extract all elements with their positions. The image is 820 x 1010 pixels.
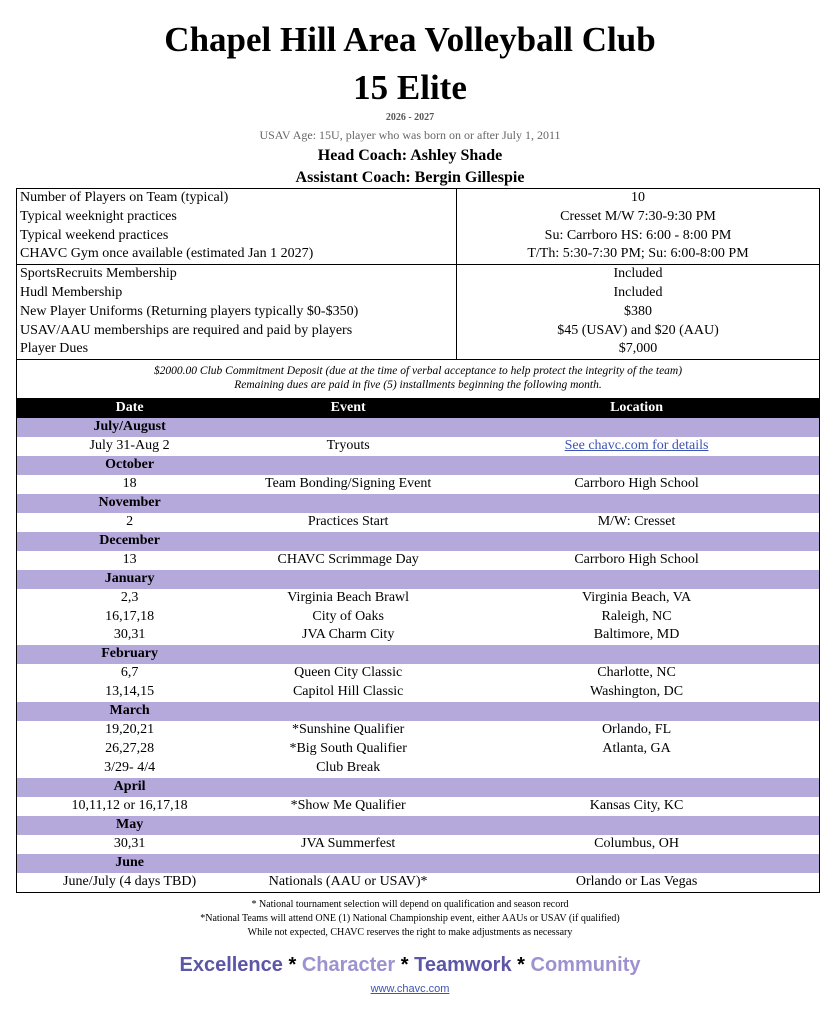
event-name: CHAVC Scrimmage Day xyxy=(277,551,419,567)
event-name: Team Bonding/Signing Event xyxy=(265,475,432,491)
event-location: Kansas City, KC xyxy=(589,798,684,814)
month-band-cell xyxy=(454,816,819,835)
info-row xyxy=(17,303,820,322)
info-value: Included xyxy=(457,284,820,303)
event-row xyxy=(17,626,820,645)
column-header-event: Event xyxy=(242,398,454,418)
event-row xyxy=(17,835,820,854)
event-row xyxy=(17,797,820,816)
month-band-cell xyxy=(454,532,819,551)
month-band-cell xyxy=(454,645,819,664)
event-date: July 31-Aug 2 xyxy=(89,437,170,453)
head-coach: Head Coach: Ashley Shade xyxy=(317,147,503,164)
info-value: $380 xyxy=(457,303,820,322)
event-location xyxy=(454,759,819,778)
month-row xyxy=(17,494,820,513)
info-row xyxy=(17,227,820,246)
event-date: 26,27,28 xyxy=(105,741,155,757)
event-date: 13,14,15 xyxy=(105,684,155,700)
event-date: 30,31 xyxy=(113,627,146,643)
month-row xyxy=(17,532,820,551)
column-header-location: Location xyxy=(454,398,819,418)
info-label: USAV/AAU memberships are required and paid by players xyxy=(17,322,457,341)
month-name: July/August xyxy=(17,418,243,437)
month-band-cell xyxy=(242,645,454,664)
event-row xyxy=(17,873,820,892)
event-name: Nationals (AAU or USAV)* xyxy=(268,873,428,889)
month-band-cell xyxy=(454,494,819,513)
month-band-cell xyxy=(242,854,454,873)
month-band-cell xyxy=(242,456,454,475)
month-band-cell xyxy=(454,854,819,873)
event-name: *Big South Qualifier xyxy=(289,741,407,757)
motto-community: Community xyxy=(530,954,641,976)
month-band-cell xyxy=(242,532,454,551)
month-band-cell xyxy=(454,456,819,475)
month-name: June xyxy=(17,854,243,873)
event-location: Carrboro High School xyxy=(574,475,699,491)
motto-character: Character xyxy=(301,954,396,976)
event-name: Tryouts xyxy=(326,437,370,453)
info-row xyxy=(17,189,820,208)
month-row xyxy=(17,570,820,589)
club-name: Chapel Hill Area Volleyball Club xyxy=(164,20,656,59)
month-row xyxy=(17,418,820,437)
month-band-cell xyxy=(454,778,819,797)
event-date: 10,11,12 or 16,17,18 xyxy=(71,798,188,814)
month-row xyxy=(17,456,820,475)
website-link[interactable]: www.chavc.com xyxy=(370,983,450,995)
info-value: $45 (USAV) and $20 (AAU) xyxy=(457,322,820,341)
footnote-adjustments: While not expected, CHAVC reserves the right to make adjustments as necessary xyxy=(247,927,573,938)
event-name: Virginia Beach Brawl xyxy=(287,589,410,605)
info-label: SportsRecruits Membership xyxy=(17,265,457,284)
info-label: CHAVC Gym once available (estimated Jan 1 2027) xyxy=(17,245,457,264)
event-row xyxy=(17,608,820,627)
month-name: December xyxy=(17,532,243,551)
footnote-national-selection: * National tournament selection will depend on qualification and season record xyxy=(251,899,569,910)
month-row xyxy=(17,816,820,835)
assistant-coach: Assistant Coach: Bergin Gillespie xyxy=(295,169,525,186)
event-row xyxy=(17,475,820,494)
event-row xyxy=(17,551,820,570)
event-row xyxy=(17,721,820,740)
event-row xyxy=(17,740,820,759)
event-location: Columbus, OH xyxy=(594,835,679,851)
info-label: New Player Uniforms (Returning players typically $0-$350) xyxy=(17,303,457,322)
month-name: February xyxy=(17,645,243,664)
month-band-cell xyxy=(242,570,454,589)
info-value: Cresset M/W 7:30-9:30 PM xyxy=(457,208,820,227)
info-label: Typical weeknight practices xyxy=(17,208,457,227)
month-name: November xyxy=(17,494,243,513)
info-row xyxy=(17,284,820,303)
month-name: April xyxy=(17,778,243,797)
event-name: Practices Start xyxy=(307,513,389,529)
event-location: Charlotte, NC xyxy=(597,665,676,681)
event-location: Raleigh, NC xyxy=(601,608,672,624)
month-row xyxy=(17,778,820,797)
month-band-cell xyxy=(242,702,454,721)
motto-separator: * xyxy=(288,954,297,976)
season: 2026 - 2027 xyxy=(385,112,435,123)
month-name: October xyxy=(17,456,243,475)
month-name: March xyxy=(17,702,243,721)
deposit-line-2: Remaining dues are paid in five (5) installments beginning the following month. xyxy=(234,379,602,391)
footnote-national-teams: *National Teams will attend ONE (1) National Championship event, either AAUs or USAV (if qualified) xyxy=(200,913,620,924)
event-date: 13 xyxy=(122,551,137,567)
event-row xyxy=(17,589,820,608)
month-band-cell xyxy=(242,778,454,797)
motto-excellence: Excellence xyxy=(179,954,283,976)
event-date: 30,31 xyxy=(113,835,146,851)
month-band-cell xyxy=(242,494,454,513)
website-footer xyxy=(0,983,820,995)
event-name: JVA Charm City xyxy=(302,627,395,643)
event-location xyxy=(454,437,819,456)
info-value: T/Th: 5:30-7:30 PM; Su: 6:00-8:00 PM xyxy=(457,245,820,264)
event-location: Orlando, FL xyxy=(601,722,672,738)
month-name: January xyxy=(17,570,243,589)
info-label: Player Dues xyxy=(17,340,457,359)
info-row xyxy=(17,322,820,341)
event-date: 18 xyxy=(122,475,137,491)
month-name: May xyxy=(17,816,243,835)
info-value: Included xyxy=(457,265,820,284)
month-band-cell xyxy=(454,570,819,589)
event-date: 2,3 xyxy=(120,589,139,605)
schedule-table xyxy=(16,398,820,893)
event-location: Virginia Beach, VA xyxy=(581,589,692,605)
info-label: Typical weekend practices xyxy=(17,227,457,246)
motto-teamwork: Teamwork xyxy=(414,954,512,976)
info-row xyxy=(17,245,820,264)
month-row xyxy=(17,854,820,873)
motto-separator: * xyxy=(517,954,525,976)
event-location: Orlando or Las Vegas xyxy=(575,873,698,889)
event-date: 16,17,18 xyxy=(105,608,155,624)
event-location: M/W: Cresset xyxy=(597,513,676,529)
event-row xyxy=(17,683,820,702)
motto-separator: * xyxy=(400,954,409,976)
event-name: City of Oaks xyxy=(312,608,384,624)
month-row xyxy=(17,645,820,664)
event-date: 19,20,21 xyxy=(105,722,155,738)
event-date: 6,7 xyxy=(120,665,139,681)
event-location: Atlanta, GA xyxy=(602,741,671,757)
event-name: Capitol Hill Classic xyxy=(292,684,404,700)
event-row xyxy=(17,513,820,532)
month-band-cell xyxy=(454,702,819,721)
event-name: Queen City Classic xyxy=(294,665,403,681)
event-name: Club Break xyxy=(316,760,381,776)
details-link[interactable]: See chavc.com for details xyxy=(564,437,709,453)
club-motto xyxy=(0,952,820,978)
month-band-cell xyxy=(242,418,454,437)
event-location: Carrboro High School xyxy=(574,551,699,567)
event-name: *Show Me Qualifier xyxy=(290,798,406,814)
event-date: 3/29- 4/4 xyxy=(104,760,156,776)
info-row xyxy=(17,208,820,227)
deposit-line-1: $2000.00 Club Commitment Deposit (due at the time of verbal acceptance to help protect the integrity of the team) xyxy=(153,365,683,377)
event-location: Washington, DC xyxy=(590,684,684,700)
column-header-date: Date xyxy=(17,398,243,418)
event-row xyxy=(17,759,820,778)
event-name: JVA Summerfest xyxy=(301,835,396,851)
team-name: 15 Elite xyxy=(353,68,467,107)
schedule-header-row xyxy=(17,398,820,418)
usav-age: USAV Age: 15U, player who was born on or after July 1, 2011 xyxy=(259,128,561,142)
month-band-cell xyxy=(242,816,454,835)
info-label: Number of Players on Team (typical) xyxy=(17,189,457,208)
info-value: 10 xyxy=(457,189,820,208)
event-date: June/July (4 days TBD) xyxy=(63,873,197,889)
event-date: 2 xyxy=(126,513,134,529)
event-location: Baltimore, MD xyxy=(593,627,680,643)
info-row xyxy=(17,265,820,284)
event-row xyxy=(17,437,820,456)
info-value: Su: Carrboro HS: 6:00 - 8:00 PM xyxy=(457,227,820,246)
event-name: *Sunshine Qualifier xyxy=(291,722,405,738)
month-row xyxy=(17,702,820,721)
deposit-note xyxy=(16,358,820,398)
info-label: Hudl Membership xyxy=(17,284,457,303)
event-row xyxy=(17,664,820,683)
info-row xyxy=(17,340,820,359)
team-info-table xyxy=(16,188,820,360)
month-band-cell xyxy=(454,418,819,437)
info-value: $7,000 xyxy=(457,340,820,359)
